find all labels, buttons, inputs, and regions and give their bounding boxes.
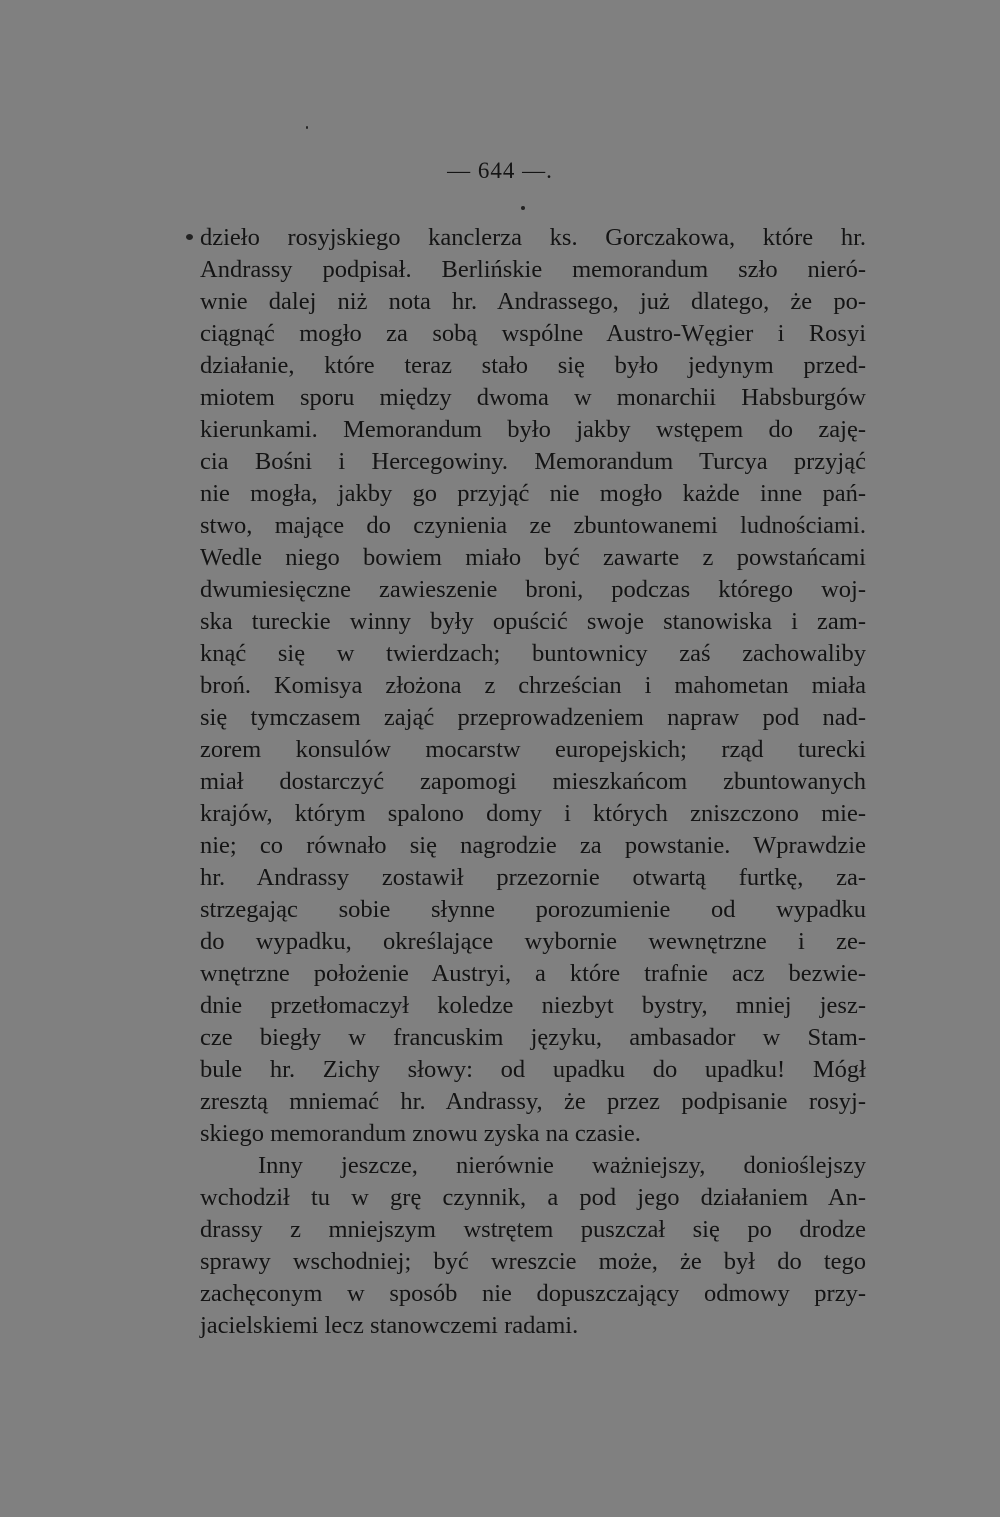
text-line: drassy z mniejszym wstrętem puszczał się po drodze — [200, 1216, 866, 1243]
text-line: działanie, które teraz stało się było jedynym przed- — [200, 352, 866, 379]
ink-speck — [186, 234, 193, 240]
page-number: — 644 —. — [447, 158, 553, 183]
text-line: wnie dalej niż nota hr. Andrassego, już dlatego, że po- — [200, 288, 866, 315]
text-line: jacielskiemi lecz stanowczemi radami. — [200, 1312, 579, 1339]
text-line: ciągnąć mogło za sobą wspólne Austro-Węgier i Rosyi — [200, 320, 866, 347]
text-line: stwo, mające do czynienia ze zbuntowanemi ludnościami. — [200, 512, 866, 539]
text-line: hr. Andrassy zostawił przezornie otwartą furtkę, za- — [200, 864, 866, 891]
text-line: zorem konsulów mocarstw europejskich; rząd turecki — [200, 736, 866, 763]
text-line: bule hr. Zichy słowy: od upadku do upadku! Mógł — [200, 1056, 866, 1083]
text-line: sprawy wschodniej; być wreszcie może, że był do tego — [200, 1248, 866, 1275]
text-line: broń. Komisya złożona z chrześcian i mahometan miała — [200, 672, 866, 699]
text-line: Inny jeszcze, nierównie ważniejszy, donioślejszy — [258, 1152, 866, 1179]
ink-speck — [521, 206, 525, 210]
text-line: strzegając sobie słynne porozumienie od wypadku — [200, 896, 866, 923]
text-line: kierunkami. Memorandum było jakby wstępem do zaję- — [200, 416, 866, 443]
text-line: dnie przetłomaczył koledze niezbyt bystry, mniej jesz- — [200, 992, 866, 1019]
text-line: miotem sporu między dwoma w monarchii Habsburgów — [200, 384, 866, 411]
text-line: się tymczasem zająć przeprowadzeniem napraw pod nad- — [200, 704, 866, 731]
text-line: krajów, którym spalono domy i których zniszczono mie- — [200, 800, 866, 827]
text-line: Andrassy podpisał. Berlińskie memorandum szło nieró- — [200, 256, 866, 283]
text-line: zresztą mniemać hr. Andrassy, że przez podpisanie rosyj- — [200, 1088, 866, 1115]
text-line: zachęconym w sposób nie dopuszczający odmowy przy- — [200, 1280, 866, 1307]
text-line: wnętrzne położenie Austryi, a które trafnie acz bezwie- — [200, 960, 866, 987]
text-line: wchodził tu w grę czynnik, a pod jego działaniem An- — [200, 1184, 866, 1211]
text-line: cia Bośni i Hercegowiny. Memorandum Turcya przyjąć — [200, 448, 866, 475]
text-line: nie mogła, jakby go przyjąć nie mogło każde inne pań- — [200, 480, 866, 507]
text-line: nie; co równało się nagrodzie za powstanie. Wprawdzie — [200, 832, 866, 859]
text-line: do wypadku, określające wybornie wewnętrzne i ze- — [200, 928, 866, 955]
text-line: miał dostarczyć zapomogi mieszkańcom zbuntowanych — [200, 768, 866, 795]
text-line: ska tureckie winny były opuścić swoje stanowiska i zam- — [200, 608, 866, 635]
text-line: knąć się w twierdzach; buntownicy zaś zachowaliby — [200, 640, 866, 667]
text-line: dzieło rosyjskiego kanclerza ks. Gorczakowa, które hr. — [200, 224, 866, 251]
text-line: Wedle niego bowiem miało być zawarte z powstańcami — [200, 544, 866, 571]
text-line: cze biegły w francuskim języku, ambasador w Stam- — [200, 1024, 866, 1051]
text-line: dwumiesięczne zawieszenie broni, podczas którego woj- — [200, 576, 866, 603]
ink-speck — [306, 126, 308, 129]
text-line: skiego memorandum znowu zyska na czasie. — [200, 1120, 641, 1147]
